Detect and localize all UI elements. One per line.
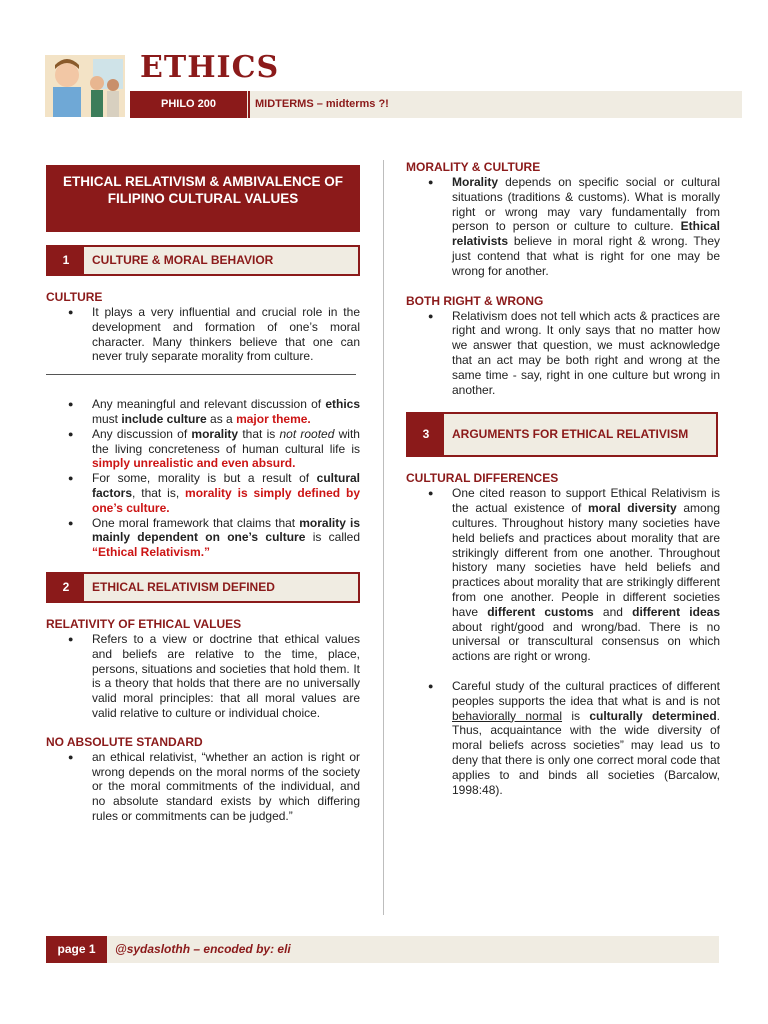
- list-item: ● It plays a very influential and crucial role in the development and formation of one’s moral character. Many thinkers believe that one can never truly separate morality from culture.: [46, 305, 360, 364]
- left-column: [46, 165, 360, 824]
- section-label: ARGUMENTS FOR ETHICAL RELATIVISM: [452, 427, 689, 442]
- right-column: [406, 160, 720, 797]
- section-number: 3: [408, 414, 444, 455]
- culture-heading: CULTURE: [46, 290, 103, 304]
- section-label: ETHICAL RELATIVISM DEFINED: [92, 579, 275, 594]
- separator-line: [46, 374, 356, 375]
- list-item: ● Morality depends on specific social or cultural situations (traditions & customs). What is morally right or wrong may vary fundamentally from person to person or culture to culture. Ethical relativists believe in moral right & wrong. They just contend that what is right for one may be wrong for another.: [406, 175, 720, 279]
- both-right-wrong-heading: BOTH RIGHT & WRONG: [406, 293, 544, 308]
- list-item: ● Refers to a view or doctrine that ethical values and beliefs are relative to the time, place, persons, situations and societies that hold them. It is a theory that holds that there are no universally valid moral principles: that all moral values are valid relative to culture or individual choice.: [46, 632, 360, 721]
- page-title: ETHICS: [140, 50, 280, 85]
- course-divider: [248, 91, 250, 118]
- list-item: ● an ethical relativist, “whether an action is right or wrong depends on the moral norms of the society or the moral commitments of the individual, and no absolute standard exists by which differing rules or commitments can be judged.”: [46, 750, 360, 824]
- section-number: 2: [48, 574, 84, 601]
- list-item: ● For some, morality is but a result of cultural factors, that is, morality is simply defined by one’s culture.: [46, 471, 360, 515]
- column-divider: [383, 160, 384, 915]
- section-3-header: [406, 412, 718, 457]
- list-item: ● Any meaningful and relevant discussion of ethics must include culture as a major theme.: [46, 397, 360, 427]
- list-item: ● Careful study of the cultural practices of different peoples supports the idea that what is and is not behaviorally normal is culturally determined. Thus, acquaintance with the wide diversity of moral beliefs across societies” may lead us to deny that there is only one correct moral code that applies to and binds all societies (Barcalow, 1998:48).: [406, 679, 720, 797]
- page-number: page 1: [46, 936, 107, 963]
- main-title: ETHICAL RELATIVISM & AMBIVALENCE OF FILIPINO CULTURAL VALUES: [46, 165, 360, 232]
- footer-credit: @sydaslothh – encoded by: eli: [115, 942, 291, 956]
- logo-illustration: [45, 55, 125, 117]
- list-item: ● One cited reason to support Ethical Relativism is the actual existence of moral diversity among cultures. Throughout history many societies have held beliefs and practices about morality that are strikingly different from one another. Throughout history many societies have held beliefs and practices about morality that are strikingly different from one another. People in different societies have different customs and different ideas about right/good and wrong/bad. There is no universal or transcultural consensus on which actions are right or wrong.: [406, 486, 720, 664]
- section-2-header: [46, 572, 360, 603]
- section-1-header: [46, 245, 360, 276]
- relativity-heading: RELATIVITY OF ETHICAL VALUES: [46, 616, 242, 631]
- course-term: MIDTERMS – midterms ?!: [255, 98, 389, 110]
- course-code: PHILO 200: [130, 91, 247, 118]
- no-absolute-heading: NO ABSOLUTE STANDARD: [46, 734, 203, 749]
- list-item: ● Any discussion of morality that is not rooted with the living concreteness of human cultural life is simply unrealistic and even absurd.: [46, 427, 360, 471]
- morality-culture-heading: MORALITY & CULTURE: [406, 160, 541, 174]
- section-label: CULTURE & MORAL BEHAVIOR: [92, 253, 274, 267]
- list-item: ● Relativism does not tell which acts & practices are right and wrong. It only says that no matter how we answer that question, we must acknowledge that an act may be both right and wrong at the same time - say, right in one culture but wrong in another.: [406, 309, 720, 398]
- list-item: ● One moral framework that claims that morality is mainly dependent on one’s culture is called “Ethical Relativism.”: [46, 516, 360, 560]
- section-number: 1: [48, 247, 84, 274]
- culture-points-list: [46, 397, 360, 560]
- cultural-differences-heading: CULTURAL DIFFERENCES: [406, 471, 559, 486]
